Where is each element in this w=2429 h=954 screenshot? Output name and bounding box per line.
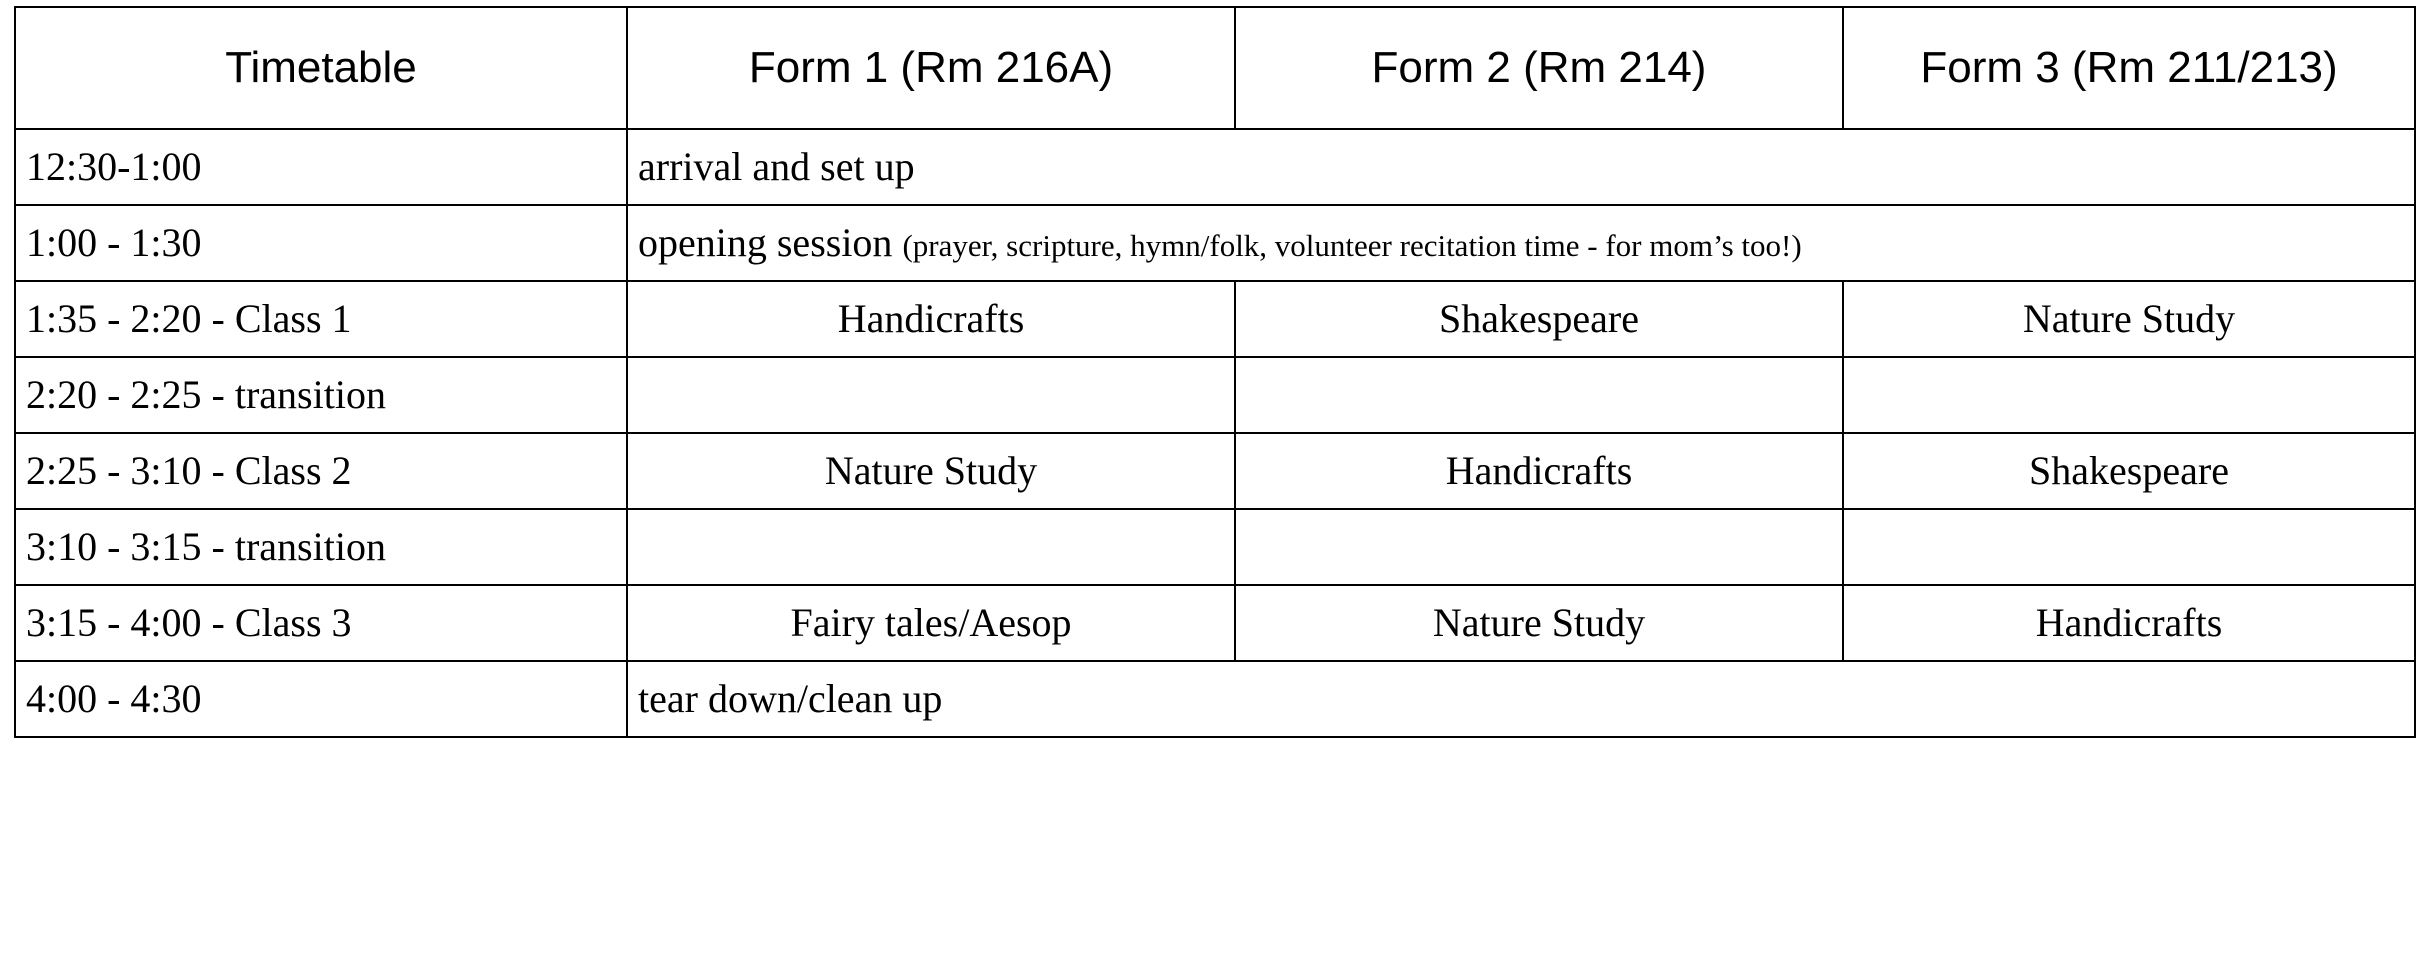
time-label: 4:00 - 4:30 [15,661,627,737]
table-row [15,585,2415,661]
time-label: 3:15 - 4:00 - Class 3 [15,585,627,661]
header-cell-form3: Form 3 (Rm 211/213) [1843,7,2415,129]
table-row [15,129,2415,205]
timetable-table [14,6,2416,738]
activity-note: (prayer, scripture, hymn/folk, volunteer recitation time - for mom’s too!) [902,227,1802,263]
subject-cell-form1: Nature Study [627,433,1235,509]
activity-cell [627,129,2415,205]
subject-cell-form2: Nature Study [1235,585,1843,661]
subject-cell-form1 [627,509,1235,585]
subject-cell-form3 [1843,357,2415,433]
table-row [15,357,2415,433]
time-label: 1:00 - 1:30 [15,205,627,281]
subject-cell-form3 [1843,509,2415,585]
subject-cell-form1: Fairy tales/Aesop [627,585,1235,661]
activity-text: arrival and set up [638,143,915,189]
header-cell-form2: Form 2 (Rm 214) [1235,7,1843,129]
table-row [15,281,2415,357]
subject-cell-form3: Handicrafts [1843,585,2415,661]
subject-cell-form3: Nature Study [1843,281,2415,357]
subject-cell-form2: Handicrafts [1235,433,1843,509]
header-cell-form1: Form 1 (Rm 216A) [627,7,1235,129]
subject-cell-form1: Handicrafts [627,281,1235,357]
activity-cell [627,661,2415,737]
activity-cell [627,205,2415,281]
table-header-row [15,7,2415,129]
table-row [15,433,2415,509]
table-row [15,509,2415,585]
subject-cell-form3: Shakespeare [1843,433,2415,509]
subject-cell-form2 [1235,509,1843,585]
table-row [15,205,2415,281]
subject-cell-form2: Shakespeare [1235,281,1843,357]
table-row [15,661,2415,737]
time-label: 2:20 - 2:25 - transition [15,357,627,433]
activity-text: tear down/clean up [638,675,943,721]
subject-cell-form2 [1235,357,1843,433]
subject-cell-form1 [627,357,1235,433]
time-label: 1:35 - 2:20 - Class 1 [15,281,627,357]
header-cell-timetable: Timetable [15,7,627,129]
time-label: 3:10 - 3:15 - transition [15,509,627,585]
activity-text: opening session [638,219,893,265]
time-label: 12:30-1:00 [15,129,627,205]
time-label: 2:25 - 3:10 - Class 2 [15,433,627,509]
